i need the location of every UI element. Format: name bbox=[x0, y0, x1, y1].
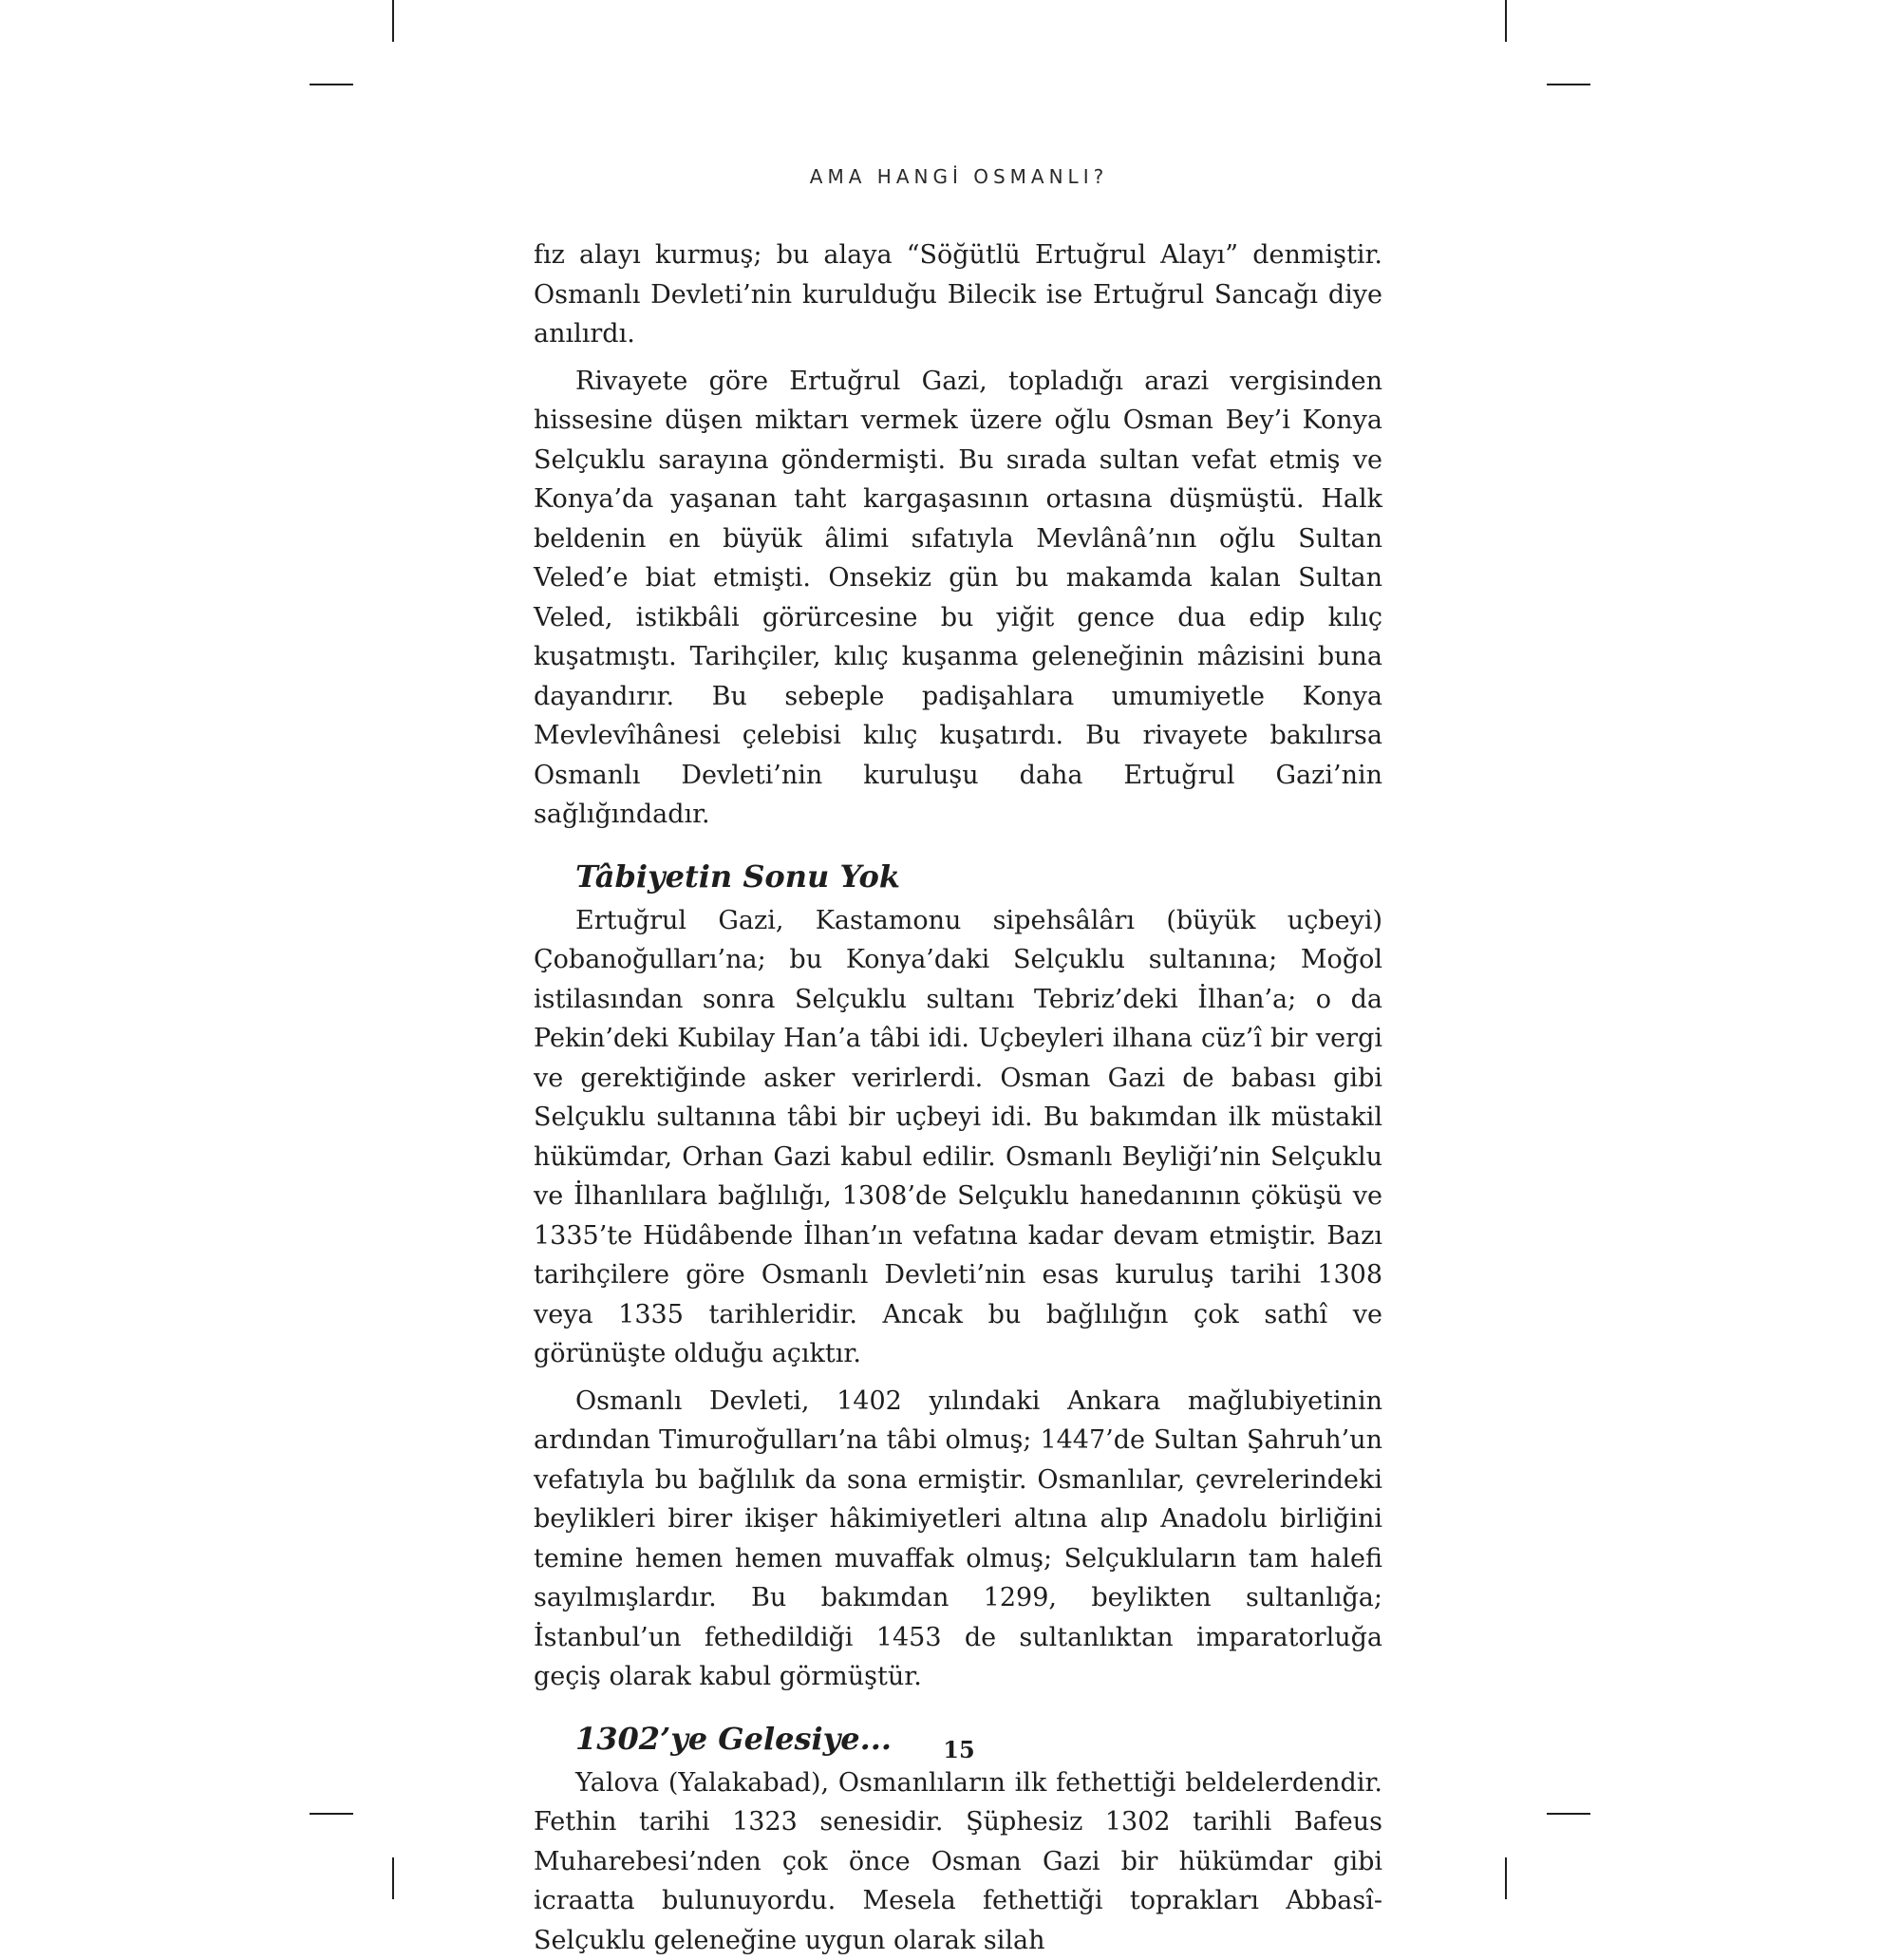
crop-mark-top-left-vertical bbox=[392, 0, 394, 42]
crop-mark-bottom-right-horizontal bbox=[1547, 1813, 1590, 1815]
crop-mark-top-left-horizontal bbox=[310, 84, 353, 85]
crop-mark-top-right-vertical bbox=[1505, 0, 1507, 42]
paragraph-ertugrul: Ertuğrul Gazi, Kastamonu sipehsâlârı (büyük uçbeyi) Çobanoğulları’na; bu Konya’daki Selçuklu sultanına; Moğol istilasından sonra Selçuklu sultanı Tebriz’deki İlhan’a; o da Pekin’deki Kubilay Han’a tâbi idi. Uçbeyleri ilhana cüz’î bir vergi ve gerektiğinde asker verirlerdi. Osman Gazi de babası gibi Selçuklu sultanına tâbi bir uçbeyi idi. Bu bakımdan ilk müstakil hükümdar, Orhan Gazi kabul edilir. Osmanlı Beyliği’nin Selçuklu ve İlhanlılara bağlılığı, 1308’de Selçuklu hanedanının çöküşü ve 1335’te Hüdâbende İlhan’ın vefatına kadar devam etmiştir. Bazı tarihçilere göre Osmanlı Devleti’nin esas kuruluş tarihi 1308 veya 1335 tarihleridir. Ancak bu bağlılığın çok sathî ve görünüşte olduğu açıktır. bbox=[534, 901, 1382, 1374]
paragraph-osmanli-devleti: Osmanlı Devleti, 1402 yılındaki Ankara mağlubiyetinin ardından Timuroğulları’na tâbi olmuş; 1447’de Sultan Şahruh’un vefatıyla bu bağlılık da sona ermiştir. Osmanlılar, çevrelerindeki beylikleri birer ikişer hâkimiyetleri altına alıp Anadolu birliğini temine hemen hemen muvaffak olmuş; Selçukluların tam halefi sayılmışlardır. Bu bakımdan 1299, beylikten sultanlığa; İstanbul’un fethedildiği 1453 de sultanlıktan imparatorluğa geçiş olarak kabul görmüştür. bbox=[534, 1382, 1382, 1697]
running-head: AMA HANGİ OSMANLI? bbox=[0, 165, 1899, 188]
paragraph-rivayete: Rivayete göre Ertuğrul Gazi, topladığı arazi vergisinden hissesine düşen miktarı vermek üzere oğlu Osman Bey’i Konya Selçuklu sarayına göndermişti. Bu sırada sultan vefat etmiş ve Konya’da yaşanan taht kargaşasının ortasına düşmüştü. Halk beldenin en büyük âlimi sıfatıyla Mevlânâ’nın oğlu Sultan Veled’e biat etmişti. Onsekiz gün bu makamda kalan Sultan Veled, istikbâli görürcesine bu yiğit gence dua edip kılıç kuşatmıştı. Tarihçiler, kılıç kuşanma geleneğinin mâzisini buna dayandırır. Bu sebeple padişahlara umumiyetle Konya Mevlevîhânesi çelebisi kılıç kuşatırdı. Bu rivayete bakılırsa Osmanlı Devleti’nin kuruluşu daha Ertuğrul Gazi’nin sağlığındadır. bbox=[534, 362, 1382, 835]
section-heading-tabiyet: Tâbiyetin Sonu Yok bbox=[575, 856, 1382, 897]
body-text bbox=[534, 236, 1382, 1960]
crop-mark-bottom-right-vertical bbox=[1505, 1857, 1507, 1899]
paragraph-yalova: Yalova (Yalakabad), Osmanlıların ilk fethettiği beldelerdendir. Fethin tarihi 1323 senesidir. Şüphesiz 1302 tarihli Bafeus Muharebesi’nden çok önce Osman Gazi bir hükümdar gibi icraatta bulunuyordu. Mesela fethettiği toprakları Abbasî-Selçuklu geleneğine uygun olarak silah bbox=[534, 1763, 1382, 1960]
crop-mark-bottom-left-vertical bbox=[392, 1857, 394, 1899]
page-number: 15 bbox=[0, 1736, 1899, 1763]
crop-mark-top-right-horizontal bbox=[1547, 84, 1590, 85]
paragraph-continued: fız alayı kurmuş; bu alaya “Söğütlü Ertuğrul Alayı” denmiştir. Osmanlı Devleti’nin kurulduğu Bilecik ise Ertuğrul Sancağı diye anılırdı. bbox=[534, 236, 1382, 354]
crop-mark-bottom-left-horizontal bbox=[310, 1813, 353, 1815]
section-heading-1302: 1302’ye Gelesiye... bbox=[575, 1718, 1382, 1760]
